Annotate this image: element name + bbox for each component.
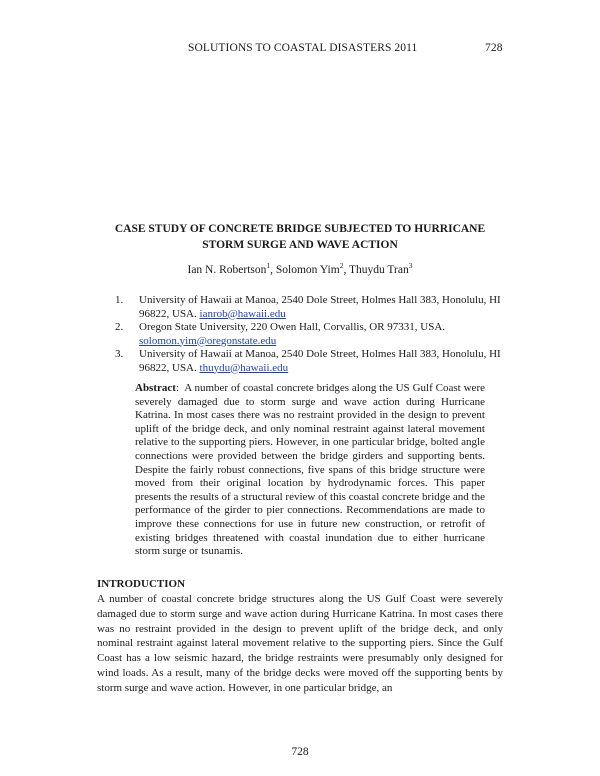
paper-title [90,221,510,253]
author-list: Ian N. Robertson$^1$, Solomon Yim$^2$, Thuydu Tran$^3$ [187,261,413,276]
abstract-label: Abstract [135,382,176,394]
email-link[interactable]: solomon.yim@oregonstate.edu [139,334,277,347]
paper-title-line-1: CASE STUDY OF CONCRETE BRIDGE SUBJECTED TO HURRICANE [114,223,486,235]
running-header [0,42,600,58]
author-name: Thuydu Tran [348,264,409,276]
affiliation-item [115,321,505,348]
footer-page-number: 728 [291,746,309,758]
author-affiliation-mark: 2 [339,261,344,271]
abstract: Abstract: A number of coastal concrete bridges along the US Gulf Coast were severely damaged due to storm surge and wave action during Hurricane Katrina. In most cases there was no restraint provided in the design to prevent uplift of the bridge deck, and only nominal restraint against lateral movement relative to the supporting piers. However, in one particular bridge, bolted angle connections were provided between the bridge girders and supporting bents. Despite the fairly robust connections, five spans of this bridge structure were moved from their original location by hydrodynamic forces. This paper presents the results of a structural review of this coastal concrete bridge and the performance of the girder to pier connections. Recommendations are made to improve these connections for use in future new construction, or retrofit of existing bridges threatened with coastal inundation due to either hurricane storm surge or tsunamis. [135,382,485,558]
author-name: Solomon Yim [275,264,340,276]
affiliation-number: 2. [115,321,124,333]
affiliation-item [115,294,505,321]
affiliation-number: 3. [115,348,124,360]
author-affiliation-mark: 3 [408,261,413,271]
affiliation-text: University of Hawaii at Manoa, 2540 Dole Street, Holmes Hall 383, Honolulu, HI 96822, USA. [139,348,501,374]
affiliation-list [115,294,505,375]
running-title: SOLUTIONS TO COASTAL DISASTERS 2011 [188,42,418,54]
author-name: Ian N. Robertson [187,264,267,276]
affiliation-number: 1. [115,294,124,306]
affiliation-text: Oregon State University, 220 Owen Hall, Corvallis, OR 97331, USA. [139,321,446,333]
email-link[interactable]: ianrob@hawaii.edu [199,307,286,320]
header-page-number: 728 [485,42,503,54]
paper-title-line-2: STORM SURGE AND WAVE ACTION [202,239,398,251]
affiliation-item [115,348,505,375]
section-body: A number of coastal concrete bridge structures along the US Gulf Coast were severely damaged due to storm surge and wave action during Hurricane Katrina. In most cases there was no restraint provided in the design to prevent uplift of the bridge deck, and only nominal restraint against lateral movement relative to the supporting piers. Since the Gulf Coast has a low seismic hazard, the bridge restraints were presumably only designed for wind loads. As a result, many of the bridge decks were moved off the supporting bents by storm surge and wave action. However, in one particular bridge, an [97,593,503,694]
affiliation-text: University of Hawaii at Manoa, 2540 Dole Street, Holmes Hall 383, Honolulu, HI 96822, USA. [139,294,501,320]
section-heading: INTRODUCTION [97,578,186,590]
author-affiliation-mark: 1 [266,261,271,271]
abstract-text: A number of coastal concrete bridges along the US Gulf Coast were severely damaged due to storm surge and wave action during Hurricane Katrina. In most cases there was no restraint provided in the design to prevent uplift of the bridge deck, and only nominal restraint against lateral movement relative to the supporting piers. However, in one particular bridge, bolted angle connections were provided between the bridge girders and supporting bents. Despite the fairly robust connections, five spans of this bridge structure were moved from their original location by hydrodynamic forces. This paper presents the results of a structural review of this coastal concrete bridge and the performance of the girder to pier connections. Recommendations are made to improve these connections for use in future new construction, or retrofit of existing bridges threatened with coastal inundation due to either hurricane storm surge or tsunamis. [135,382,485,558]
email-link[interactable]: thuydu@hawaii.edu [199,361,289,374]
